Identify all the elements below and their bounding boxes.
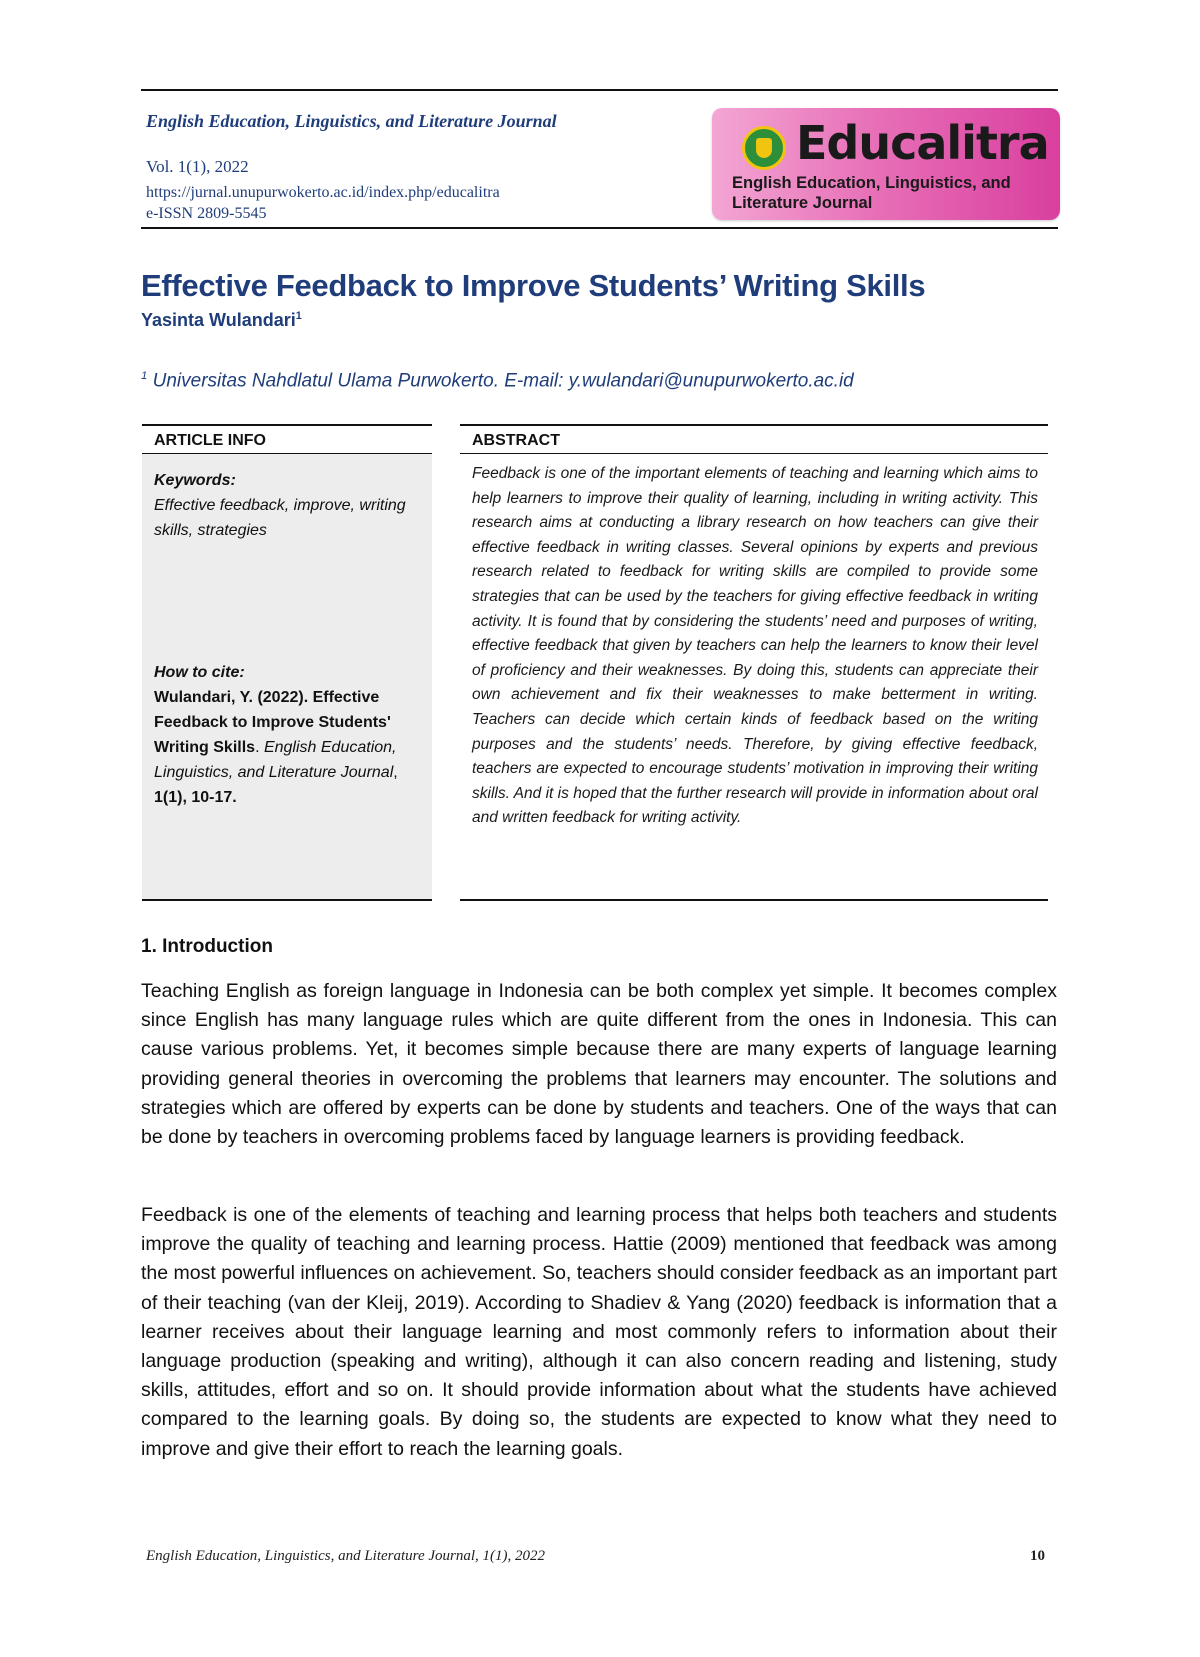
- citation-sep2: ,: [393, 764, 398, 781]
- logo-title: Educalitra: [796, 116, 1049, 170]
- how-to-cite: [154, 660, 424, 810]
- keywords-text: Effective feedback, improve, writing skills, strategies: [154, 497, 406, 539]
- header-bottom-rule: [141, 227, 1058, 229]
- intro-paragraph-1: Teaching English as foreign language in Indonesia can be both complex yet simple. It becomes complex since English has many language rules which are quite different from the ones in Indonesia. This can cause various problems. Yet, it becomes simple because there are many experts of language learning providing general theories in overcoming the problems that learners may encounter. The solutions and strategies which are offered by experts can be done by students and teachers. One of the ways that can be done by teachers in overcoming problems faced by language learners is providing feedback.: [141, 980, 1057, 1149]
- journal-name: English Education, Linguistics, and Literature Journal: [146, 111, 557, 131]
- article-info-heading: ARTICLE INFO: [142, 426, 432, 454]
- journal-volume: Vol. 1(1), 2022: [146, 157, 249, 176]
- keywords-label: Keywords:: [154, 472, 236, 489]
- header-top-rule: [141, 89, 1058, 91]
- logo-subtitle-line1: English Education, Linguistics, and: [732, 174, 1011, 192]
- author-name-text: Yasinta Wulandari: [141, 310, 296, 330]
- logo-subtitle-line2: Literature Journal: [732, 194, 873, 212]
- affiliation-text: Universitas Nahdlatul Ulama Purwokerto. E-mail: y.wulandari@unupurwokerto.ac.id: [152, 370, 854, 392]
- footer-citation: English Education, Linguistics, and Literature Journal, 1(1), 2022: [146, 1548, 546, 1564]
- author-name: [141, 310, 302, 331]
- citation-author-title: Wulandari, Y. (2022). Effective Feedback to Improve Students' Writing Skills: [154, 689, 391, 756]
- citation-separator: .: [255, 739, 264, 756]
- journal-issn: e-ISSN 2809-5545: [146, 205, 267, 222]
- page-number: 10: [1030, 1548, 1045, 1564]
- author-affiliation-mark: 1: [295, 310, 302, 322]
- author-affiliation: [141, 370, 854, 392]
- journal-url-link[interactable]: https://jurnal.unupurwokerto.ac.id/index.php/educalitra: [146, 184, 500, 201]
- university-emblem-icon: [742, 126, 786, 170]
- abstract-text: Feedback is one of the important elements of teaching and learning which aims to help learners to improve their quality of learning, including in writing activity. This research aims at conducting a library research on how teachers can give their effective feedback in writing classes. Several opinions by experts and previous research related to feedback for writing skills are compiled to provide some strategies that can be used by the teachers for giving effective feedback in writing activity. It is found that by considering the students’ need and purposes of writing, effective feedback that given by teachers can help the learners to know their level of proficiency and their weaknesses. By doing this, students can appreciate their own achievement and fix their weaknesses to make betterment in writing. Teachers can decide which certain kinds of feedback based on the writing purposes and the students’ needs. Therefore, by giving effective feedback, teachers are expected to encourage students’ motivation in improving their writing skills. And it is hoped that the further research will provide in information about oral and written feedback for writing activity.: [472, 465, 1038, 827]
- citation-journal: English Education, Linguistics, and Literature Journal: [154, 739, 397, 781]
- citation-pages: , 10-17.: [182, 789, 237, 806]
- abstract-panel: [460, 424, 1048, 901]
- how-to-cite-label: How to cite:: [154, 664, 245, 681]
- section-heading-introduction: 1. Introduction: [141, 936, 273, 957]
- article-info-panel: [142, 424, 432, 901]
- intro-paragraph-2: Feedback is one of the elements of teaching and learning process that helps both teachers and students improve the quality of teaching and learning process. Hattie (2009) mentioned that feedback was among the most powerful influences on achievement. So, teachers should consider feedback as an important part of their teaching (van der Kleij, 2019). According to Shadiev & Yang (2020) feedback is information that a learner receives about their language learning and most commonly refers to information about their language production (speaking and writing), although it can also concern reading and listening, study skills, attitudes, effort and so on. It should provide information about what the students have achieved compared to the learning goals. By doing so, the students are expected to know what they need to improve and give their effort to reach the learning goals.: [141, 1204, 1057, 1460]
- journal-logo: [712, 108, 1060, 220]
- affiliation-mark: 1: [141, 370, 148, 382]
- citation-issue: 1(1): [154, 789, 183, 806]
- paper-title: Effective Feedback to Improve Students’ Writing Skills: [141, 268, 926, 303]
- abstract-heading: ABSTRACT: [460, 426, 1048, 454]
